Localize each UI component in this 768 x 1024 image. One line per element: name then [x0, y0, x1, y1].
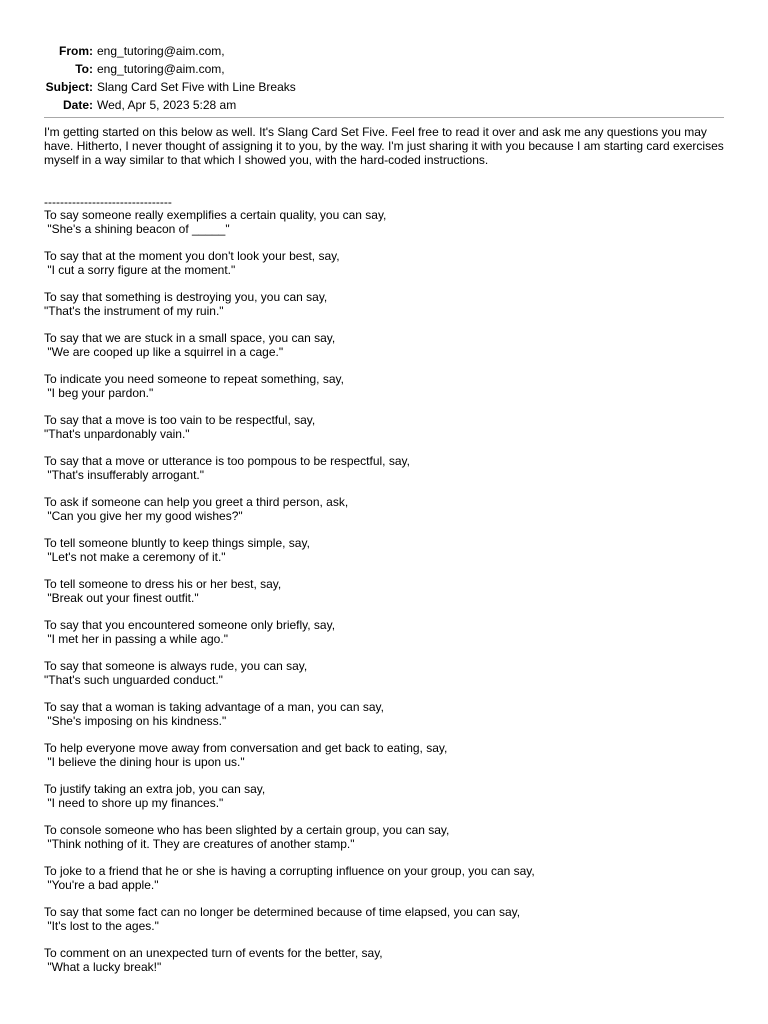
from-row: [0, 42, 768, 60]
slang-card: [44, 454, 744, 495]
card-prompt: To say that you encountered someone only briefly, say,: [44, 618, 336, 632]
card-prompt: To joke to a friend that he or she is having a corrupting influence on your group, you can say,: [44, 864, 535, 878]
slang-card: [44, 659, 744, 700]
slang-card: [44, 741, 744, 782]
card-answer: "We are cooped up like a squirrel in a cage.": [44, 345, 284, 359]
from-label: From:: [59, 44, 93, 58]
card-prompt: To tell someone to dress his or her best, say,: [44, 577, 282, 591]
card-answer: "It's lost to the ages.": [44, 919, 159, 933]
card-prompt: To indicate you need someone to repeat something, say,: [44, 372, 344, 386]
card-answer: "Let's not make a ceremony of it.": [44, 550, 226, 564]
slang-card: [44, 618, 744, 659]
slang-card: [44, 290, 744, 331]
slang-card: [44, 372, 744, 413]
card-answer: "I believe the dining hour is upon us.": [44, 755, 245, 769]
card-prompt: To help everyone move away from conversation and get back to eating, say,: [44, 741, 448, 755]
to-row: [0, 60, 768, 78]
slang-card: [44, 495, 744, 536]
card-prompt: To say that some fact can no longer be determined because of time elapsed, you can say,: [44, 905, 521, 919]
subject-value: Slang Card Set Five with Line Breaks: [97, 80, 296, 94]
slang-card: [44, 331, 744, 372]
slang-card: [44, 864, 744, 905]
card-prompt: To comment on an unexpected turn of events for the better, say,: [44, 946, 383, 960]
slang-card: [44, 577, 744, 618]
to-value: eng_tutoring@aim.com,: [97, 62, 225, 76]
card-answer: "Break out your finest outfit.": [44, 591, 199, 605]
card-prompt: To say that a move or utterance is too pompous to be respectful, say,: [44, 454, 410, 468]
from-value: eng_tutoring@aim.com,: [97, 44, 225, 58]
card-prompt: To say that we are stuck in a small space, you can say,: [44, 331, 336, 345]
card-prompt: To say that something is destroying you, you can say,: [44, 290, 328, 304]
subject-label: Subject:: [45, 80, 93, 94]
card-answer: "What a lucky break!": [44, 960, 162, 974]
card-answer: "That's the instrument of my ruin.": [44, 304, 224, 318]
slang-card: [44, 249, 744, 290]
separator-line: --------------------------------: [44, 195, 172, 209]
card-prompt: To tell someone bluntly to keep things simple, say,: [44, 536, 310, 550]
card-answer: "That's such unguarded conduct.": [44, 673, 223, 687]
card-answer: "She's imposing on his kindness.": [44, 714, 227, 728]
header-divider: [44, 117, 724, 118]
slang-card: [44, 208, 744, 249]
to-label: To:: [75, 62, 93, 76]
subject-row: [0, 78, 768, 96]
slang-card: [44, 700, 744, 741]
slang-card: [44, 946, 744, 987]
card-answer: "You're a bad apple.": [44, 878, 159, 892]
date-label: Date:: [62, 98, 93, 112]
card-prompt: To justify taking an extra job, you can say,: [44, 782, 266, 796]
card-prompt: To console someone who has been slighted by a certain group, you can say,: [44, 823, 450, 837]
card-prompt: To say someone really exemplifies a certain quality, you can say,: [44, 208, 387, 222]
card-answer: "Can you give her my good wishes?": [44, 509, 243, 523]
slang-card-list: [44, 208, 744, 987]
intro-paragraph: I'm getting started on this below as well. It's Slang Card Set Five. Feel free to read it over and ask me any questions you may have. Hitherto, I never thought of assigning it to you, by the way. I'm just sharing it with you because I am starting card exercises myself in a way similar to that which I showed you, with the hard-coded instructions.: [44, 125, 724, 167]
card-answer: "She's a shining beacon of _____": [44, 222, 230, 236]
card-answer: "I met her in passing a while ago.": [44, 632, 228, 646]
card-prompt: To say that at the moment you don't look your best, say,: [44, 249, 340, 263]
slang-card: [44, 823, 744, 864]
card-answer: "I beg your pardon.": [44, 386, 154, 400]
card-answer: "I cut a sorry figure at the moment.": [44, 263, 236, 277]
slang-card: [44, 782, 744, 823]
card-prompt: To ask if someone can help you greet a third person, ask,: [44, 495, 349, 509]
slang-card: [44, 536, 744, 577]
card-answer: "That's unpardonably vain.": [44, 427, 190, 441]
slang-card: [44, 905, 744, 946]
card-answer: "I need to shore up my finances.": [44, 796, 224, 810]
card-prompt: To say that a move is too vain to be respectful, say,: [44, 413, 316, 427]
card-prompt: To say that a woman is taking advantage of a man, you can say,: [44, 700, 384, 714]
card-answer: "That's insufferably arrogant.": [44, 468, 205, 482]
card-answer: "Think nothing of it. They are creatures of another stamp.": [44, 837, 355, 851]
slang-card: [44, 413, 744, 454]
card-prompt: To say that someone is always rude, you can say,: [44, 659, 308, 673]
date-value: Wed, Apr 5, 2023 5:28 am: [97, 98, 237, 112]
email-header: [0, 42, 768, 114]
date-row: [0, 96, 768, 114]
